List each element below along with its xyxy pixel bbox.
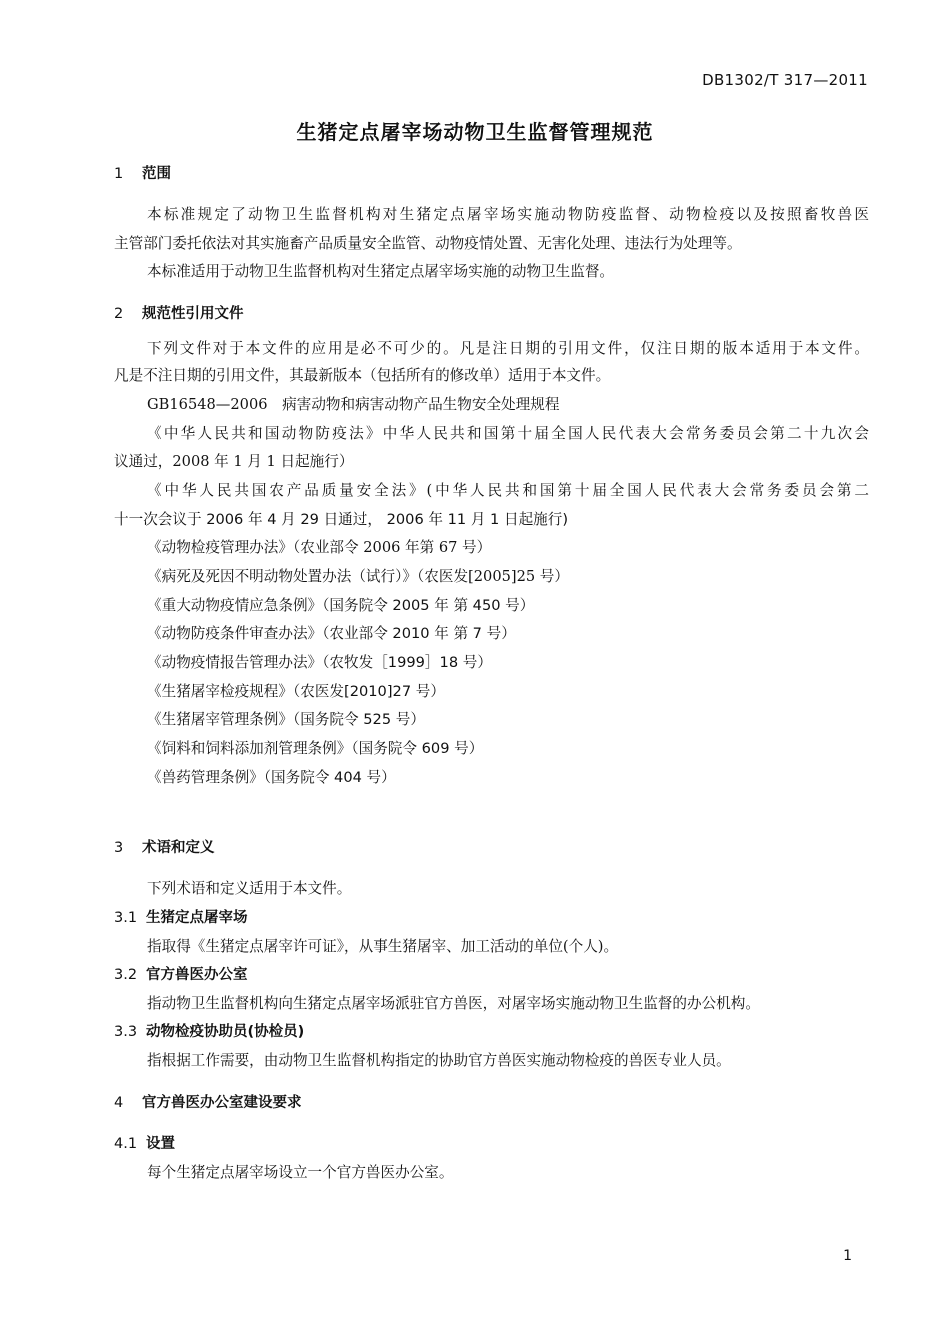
term-definition: 指动物卫生监督机构向生猪定点屠宰场派驻官方兽医，对屠宰场实施动物卫生监督的办公机构。 — [147, 995, 760, 1012]
references-intro-line: 下列文件对于本文件的应用是必不可少的。凡是注日期的引用文件，仅注日期的版本适用于本文件。 — [147, 340, 869, 357]
reference-item: 《生猪屠宰管理条例》（国务院令 525 号） — [147, 711, 425, 728]
reference-item: 《生猪屠宰检疫规程》（农医发[2010]27 号） — [147, 683, 445, 700]
section-number: 3 — [114, 840, 124, 856]
reference-item: 《动物检疫管理办法》（农业部令 2006 年第 67 号） — [147, 539, 492, 556]
term-number: 3.3 — [114, 1024, 138, 1040]
scope-paragraph-line: 主管部门委托依法对其实施畜产品质量安全监管、动物疫情处置、无害化处理、违法行为处理等。 — [114, 235, 742, 252]
reference-item: 《饲料和饲料添加剂管理条例》（国务院令 609 号） — [147, 740, 484, 757]
reference-item-continued: 十一次会议于 2006 年 4 月 29 日通过， 2006 年 11 月 1 日起施行) — [114, 511, 569, 528]
term-3-2-heading — [114, 965, 870, 985]
section-number: 4 — [114, 1095, 124, 1111]
reference-item-continued: 议通过，2008 年 1 月 1 日起施行） — [114, 453, 354, 470]
section-3-heading — [114, 838, 870, 858]
reference-item: 《中华人民共和国动物防疫法》中华人民共和国第十届全国人民代表大会常务委员会第二十九次会 — [147, 425, 869, 442]
section-title: 术语和定义 — [142, 840, 215, 856]
term-number: 3.1 — [114, 910, 138, 926]
reference-item: 《兽药管理条例》（国务院令 404 号） — [147, 769, 396, 786]
section-number: 1 — [114, 166, 124, 182]
section-1-heading — [114, 164, 870, 184]
reference-item: 《中华人民共国农产品质量安全法》(中华人民共和国第十届全国人民代表大会常务委员会第二 — [147, 482, 869, 499]
term-title: 动物检疫协助员(协检员) — [146, 1024, 305, 1040]
section-number: 2 — [114, 306, 124, 322]
section-4-heading — [114, 1093, 870, 1113]
scope-paragraph-line: 本标准规定了动物卫生监督机构对生猪定点屠宰场实施动物防疫监督、动物检疫以及按照畜牧兽医 — [147, 206, 869, 223]
section-2-heading — [114, 304, 870, 324]
section-title: 规范性引用文件 — [142, 306, 244, 322]
document-code: DB1302/T 317—2011 — [702, 71, 868, 89]
term-3-3-heading — [114, 1022, 870, 1042]
document-title: 生猪定点屠宰场动物卫生监督管理规范 — [296, 120, 654, 144]
term-number: 3.2 — [114, 967, 138, 983]
page-number: 1 — [843, 1248, 852, 1264]
term-title: 生猪定点屠宰场 — [146, 910, 248, 926]
subsection-text: 每个生猪定点屠宰场设立一个官方兽医办公室。 — [147, 1164, 454, 1181]
term-title: 官方兽医办公室 — [146, 967, 248, 983]
scope-applicability: 本标准适用于动物卫生监督机构对生猪定点屠宰场实施的动物卫生监督。 — [147, 263, 615, 280]
subsection-title: 设置 — [146, 1136, 175, 1152]
reference-item: 《动物疫情报告管理办法》（农牧发［1999］18 号） — [147, 654, 492, 671]
subsection-number: 4.1 — [114, 1136, 138, 1152]
section-title: 官方兽医办公室建设要求 — [142, 1095, 302, 1111]
section-title: 范围 — [142, 166, 171, 182]
reference-item: 《重大动物疫情应急条例》（国务院令 2005 年 第 450 号） — [147, 597, 535, 614]
term-definition: 指根据工作需要，由动物卫生监督机构指定的协助官方兽医实施动物检疫的兽医专业人员。 — [147, 1052, 731, 1069]
reference-item: 《病死及死因不明动物处置办法（试行）》（农医发[2005]25 号） — [147, 568, 569, 585]
reference-item: GB16548—2006 病害动物和病害动物产品生物安全处理规程 — [147, 396, 560, 413]
reference-item: 《动物防疫条件审查办法》（农业部令 2010 年 第 7 号） — [147, 625, 516, 642]
subsection-4-1-heading — [114, 1134, 870, 1154]
terms-intro: 下列术语和定义适用于本文件。 — [147, 880, 352, 897]
references-intro-line: 凡是不注日期的引用文件，其最新版本（包括所有的修改单）适用于本文件。 — [114, 367, 611, 384]
term-3-1-heading — [114, 908, 870, 928]
term-definition: 指取得《生猪定点屠宰许可证》，从事生猪屠宰、加工活动的单位(个人)。 — [147, 938, 619, 955]
